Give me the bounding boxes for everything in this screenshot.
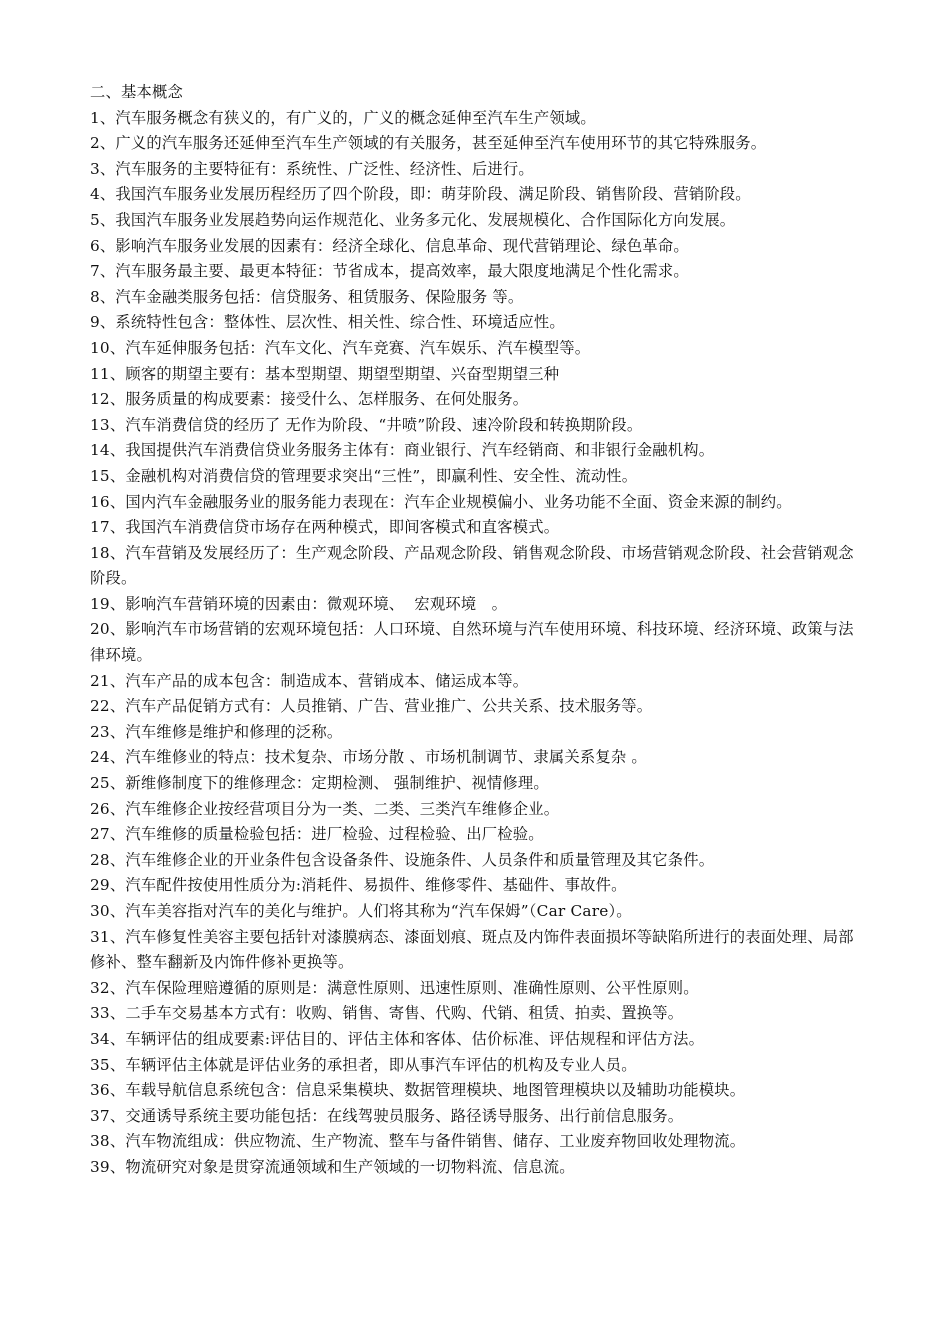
list-item-37: 37、交通诱导系统主要功能包括：在线驾驶员服务、路径诱导服务、出行前信息服务。 <box>90 1106 684 1125</box>
list-item-19: 19、影响汽车营销环境的因素由：微观环境、 宏观环境 。 <box>90 594 508 613</box>
list-item-2: 2、广义的汽车服务还延伸至汽车生产领域的有关服务，甚至延伸至汽车使用环节的其它特殊服务。 <box>90 134 767 153</box>
list-item-12: 12、服务质量的构成要素：接受什么、怎样服务、在何处服务。 <box>90 390 529 409</box>
list-item-29: 29、汽车配件按使用性质分为:消耗件、易损件、维修零件、基础件、事故件。 <box>90 876 627 895</box>
list-item-36: 36、车载导航信息系统包含：信息采集模块、数据管理模块、地图管理模块以及辅助功能模块。 <box>90 1081 746 1100</box>
list-item-33: 33、二手车交易基本方式有：收购、销售、寄售、代购、代销、租赁、拍卖、置换等。 <box>90 1004 684 1023</box>
list-item-18: 18、汽车营销及发展经历了：生产观念阶段、产品观念阶段、销售观念阶段、市场营销观念阶段、社会营销观念阶段。 <box>90 543 854 588</box>
list-item-30: 30、汽车美容指对汽车的美化与维护。人们将其称为“汽车保姆”（Car Care）。 <box>90 902 632 920</box>
list-item-39: 39、物流研究对象是贯穿流通领域和生产领域的一切物料流、信息流。 <box>90 1157 575 1176</box>
list-item-24: 24、汽车维修业的特点：技术复杂、市场分散 、市场机制调节、隶属关系复杂 。 <box>90 748 647 767</box>
list-item-23: 23、汽车维修是维护和修理的泛称。 <box>90 722 343 741</box>
list-item-27: 27、汽车维修的质量检验包括：进厂检验、过程检验、出厂检验。 <box>90 825 544 844</box>
list-item-31: 31、汽车修复性美容主要包括针对漆膜病态、漆面划痕、斑点及内饰件表面损坏等缺陷所进行的表面处理、局部修补、整车翻新及内饰件修补更换等。 <box>90 927 854 972</box>
list-item-14: 14、我国提供汽车消费信贷业务服务主体有：商业银行、汽车经销商、和非银行金融机构。 <box>90 441 715 460</box>
list-item-21: 21、汽车产品的成本包含：制造成本、营销成本、储运成本等。 <box>90 671 529 690</box>
list-item-8: 8、汽车金融类服务包括：信贷服务、租赁服务、保险服务 等。 <box>90 287 524 306</box>
list-item-38: 38、汽车物流组成：供应物流、生产物流、整车与备件销售、储存、工业废弃物回收处理物流。 <box>90 1132 746 1151</box>
list-item-20: 20、影响汽车市场营销的宏观环境包括：人口环境、自然环境与汽车使用环境、科技环境、经济环境、政策与法律环境。 <box>90 620 854 665</box>
list-item-34: 34、车辆评估的组成要素:评估目的、评估主体和客体、估价标准、评估规程和评估方法。 <box>90 1029 705 1048</box>
list-item-1: 1、汽车服务概念有狭义的，有广义的，广义的概念延伸至汽车生产领域。 <box>90 108 596 127</box>
list-item-25: 25、新维修制度下的维修理念：定期检测、 强制维护、视情修理。 <box>90 774 549 793</box>
list-item-10: 10、汽车延伸服务包括：汽车文化、汽车竞赛、汽车娱乐、汽车模型等。 <box>90 338 591 357</box>
list-item-3: 3、汽车服务的主要特征有：系统性、广泛性、经济性、后进行。 <box>90 159 534 178</box>
list-item-5: 5、我国汽车服务业发展趋势向运作规范化、业务多元化、发展规模化、合作国际化方向发展。 <box>90 210 736 229</box>
section-heading: 二、基本概念 <box>90 83 183 101</box>
list-item-11: 11、顾客的期望主要有：基本型期望、期望型期望、兴奋型期望三种 <box>90 364 560 383</box>
list-item-13: 13、汽车消费信贷的经历了 无作为阶段、“井喷”阶段、速冷阶段和转换期阶段。 <box>90 415 643 434</box>
list-item-6: 6、影响汽车服务业发展的因素有：经济全球化、信息革命、现代营销理论、绿色革命。 <box>90 236 689 255</box>
list-item-4: 4、我国汽车服务业发展历程经历了四个阶段，即：萌芽阶段、满足阶段、销售阶段、营销阶段。 <box>90 185 751 204</box>
list-item-7: 7、汽车服务最主要、最更本特征：节省成本，提高效率，最大限度地满足个性化需求。 <box>90 262 689 281</box>
list-item-22: 22、汽车产品促销方式有：人员推销、广告、营业推广、公共关系、技术服务等。 <box>90 697 653 716</box>
list-item-35: 35、车辆评估主体就是评估业务的承担者，即从事汽车评估的机构及专业人员。 <box>90 1055 637 1074</box>
list-item-15: 15、金融机构对消费信贷的管理要求突出“三性”，即赢利性、安全性、流动性。 <box>90 466 638 485</box>
list-item-26: 26、汽车维修企业按经营项目分为一类、二类、三类汽车维修企业。 <box>90 799 560 818</box>
list-item-32: 32、汽车保险理赔遵循的原则是：满意性原则、迅速性原则、准确性原则、公平性原则。 <box>90 978 699 997</box>
list-item-9: 9、系统特性包含：整体性、层次性、相关性、综合性、环境适应性。 <box>90 313 565 332</box>
list-item-16: 16、国内汽车金融服务业的服务能力表现在：汽车企业规模偏小、业务功能不全面、资金来源的制约。 <box>90 492 792 511</box>
list-item-17: 17、我国汽车消费信贷市场存在两种模式，即间客模式和直客模式。 <box>90 518 560 537</box>
document-page <box>90 80 865 1181</box>
list-item-28: 28、汽车维修企业的开业条件包含设备条件、设施条件、人员条件和质量管理及其它条件。 <box>90 850 715 869</box>
